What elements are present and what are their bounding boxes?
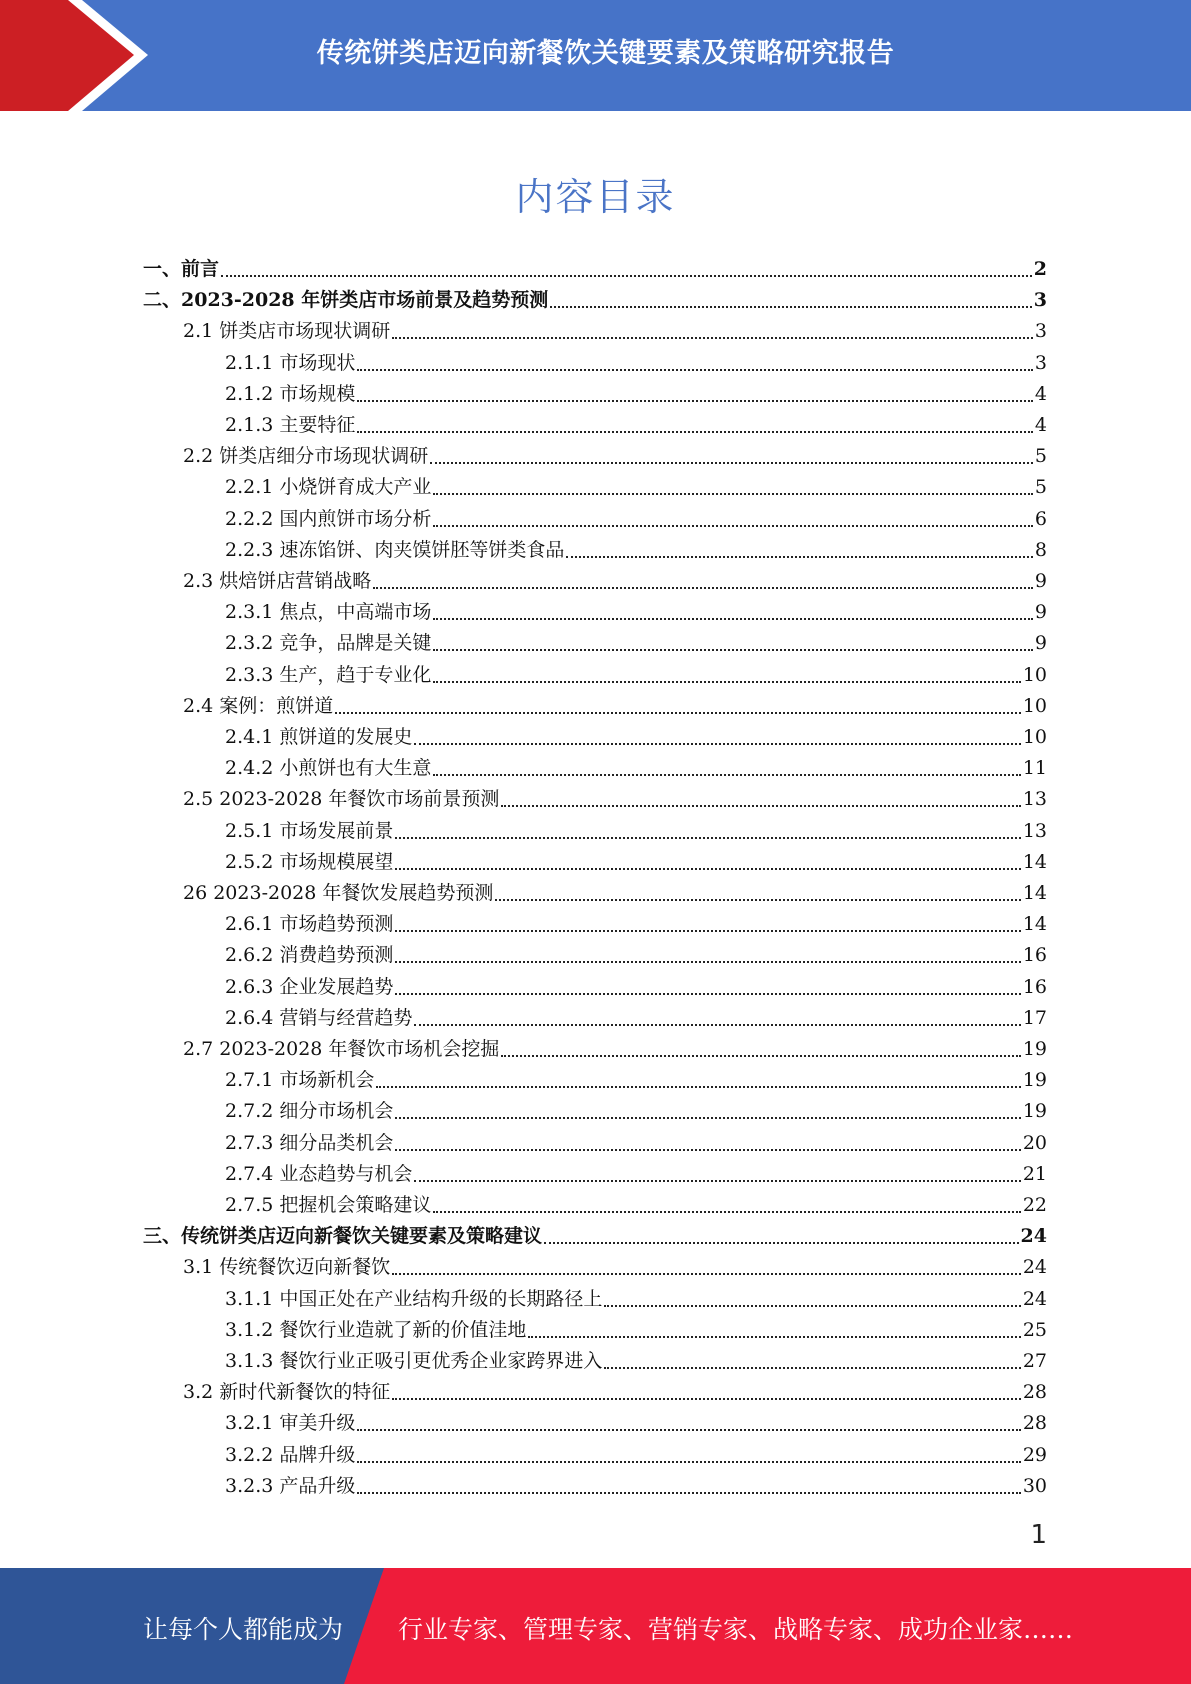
toc-entry-label: 二、2023-2028 年饼类店市场前景及趋势预测 bbox=[143, 289, 549, 312]
toc-entry-page: 2 bbox=[1033, 258, 1047, 280]
toc-dot-leader bbox=[414, 1024, 1020, 1026]
toc-entry-label: 2.3 烘焙饼店营销战略 bbox=[183, 570, 372, 592]
toc-entry-label: 2.7.3 细分品类机会 bbox=[225, 1131, 394, 1154]
toc-entry-page: 10 bbox=[1022, 694, 1047, 717]
toc-dot-leader bbox=[604, 1367, 1020, 1369]
toc-entry[interactable] bbox=[225, 1096, 1047, 1127]
toc-dot-leader bbox=[395, 868, 1020, 870]
toc-entry[interactable] bbox=[225, 535, 1047, 566]
toc-entry-page: 9 bbox=[1034, 601, 1047, 624]
toc-entry-page: 29 bbox=[1022, 1443, 1047, 1466]
toc-entry-label: 2.4.2 小煎饼也有大生意 bbox=[225, 757, 432, 780]
toc-dot-leader bbox=[373, 587, 1033, 589]
toc-entry-label: 2.1.3 主要特征 bbox=[225, 414, 356, 436]
toc-entry[interactable] bbox=[225, 660, 1047, 691]
toc-dot-leader bbox=[357, 1461, 1020, 1463]
toc-entry-label: 2.7 2023-2028 年餐饮市场机会挖掘 bbox=[183, 1038, 500, 1060]
toc-entry[interactable] bbox=[183, 1252, 1047, 1283]
toc-entry-page: 3 bbox=[1034, 320, 1047, 343]
toc-entry[interactable] bbox=[225, 1159, 1047, 1190]
toc-entry-label: 2.6.4 营销与经营趋势 bbox=[225, 1006, 413, 1029]
toc-entry-label: 三、传统饼类店迈向新餐饮关键要素及策略建议 bbox=[143, 1225, 543, 1248]
toc-dot-leader bbox=[414, 1180, 1020, 1182]
toc-entry-label: 2.1.1 市场现状 bbox=[225, 351, 356, 374]
toc-dot-leader bbox=[357, 1492, 1020, 1494]
toc-entry-label: 2.5.2 市场规模展望 bbox=[225, 850, 394, 873]
toc-dot-leader bbox=[495, 899, 1020, 901]
toc-entry[interactable] bbox=[143, 1221, 1047, 1252]
toc-entry-label: 一、前言 bbox=[143, 258, 220, 280]
toc-dot-leader bbox=[392, 1398, 1021, 1400]
toc-entry-page: 28 bbox=[1022, 1381, 1047, 1404]
toc-entry[interactable] bbox=[225, 1065, 1047, 1096]
toc-entry[interactable] bbox=[183, 1377, 1047, 1408]
toc-entry-page: 8 bbox=[1034, 538, 1047, 561]
toc-entry[interactable] bbox=[225, 909, 1047, 940]
report-title: 传统饼类店迈向新餐饮关键要素及策略研究报告 bbox=[316, 38, 895, 69]
toc-dot-leader bbox=[357, 1429, 1020, 1431]
toc-dot-leader bbox=[395, 1149, 1020, 1151]
toc-dot-leader bbox=[395, 961, 1020, 963]
toc-dot-leader bbox=[395, 930, 1020, 932]
toc-dot-leader bbox=[501, 805, 1020, 807]
toc-entry-page: 22 bbox=[1022, 1194, 1047, 1216]
toc-entry-label: 2.3.3 生产，趋于专业化 bbox=[225, 663, 432, 686]
toc-entry[interactable] bbox=[225, 940, 1047, 971]
toc-dot-leader bbox=[433, 618, 1033, 620]
toc-entry[interactable] bbox=[225, 1440, 1047, 1471]
toc-entry[interactable] bbox=[183, 1034, 1047, 1065]
toc-entry-label: 3.2 新时代新餐饮的特征 bbox=[183, 1381, 391, 1404]
toc-dot-leader bbox=[357, 369, 1033, 371]
footer-slogan-left: 让每个人都能成为 bbox=[143, 1615, 344, 1644]
toc-entry-page: 19 bbox=[1022, 1038, 1047, 1060]
toc-dot-leader bbox=[357, 400, 1033, 402]
toc-entry-label: 2.2 饼类店细分市场现状调研 bbox=[183, 445, 429, 468]
toc-entry-page: 4 bbox=[1034, 414, 1047, 436]
toc-entry[interactable] bbox=[183, 316, 1047, 347]
toc-dot-leader bbox=[335, 712, 1021, 714]
toc-entry-page: 27 bbox=[1022, 1350, 1047, 1372]
toc-entry[interactable] bbox=[183, 441, 1047, 472]
toc-entry[interactable] bbox=[225, 410, 1047, 441]
page-number: 1 bbox=[1030, 1520, 1047, 1550]
toc-dot-leader bbox=[414, 743, 1020, 745]
toc-entry-page: 6 bbox=[1034, 507, 1047, 530]
toc-entry-label: 3.1.3 餐饮行业正吸引更优秀企业家跨界进入 bbox=[225, 1350, 603, 1372]
toc-dot-leader bbox=[430, 462, 1033, 464]
toc-entry-label: 2.7.2 细分市场机会 bbox=[225, 1100, 394, 1123]
toc-entry[interactable] bbox=[225, 1003, 1047, 1034]
toc-entry[interactable] bbox=[225, 972, 1047, 1003]
toc-entry-page: 14 bbox=[1022, 882, 1047, 904]
toc-entry[interactable] bbox=[225, 1128, 1047, 1159]
toc-entry-label: 2.1 饼类店市场现状调研 bbox=[183, 320, 391, 343]
toc-dot-leader bbox=[604, 1305, 1020, 1307]
toc-entry[interactable] bbox=[225, 1346, 1047, 1377]
toc-dot-leader bbox=[392, 337, 1033, 339]
toc-entry-label: 2.7.4 业态趋势与机会 bbox=[225, 1162, 413, 1185]
toc-entry-page: 24 bbox=[1022, 1256, 1047, 1279]
toc-entry[interactable] bbox=[225, 753, 1047, 784]
toc-entry-page: 24 bbox=[1022, 1287, 1047, 1310]
toc-dot-leader bbox=[528, 1336, 1020, 1338]
toc-entry[interactable] bbox=[225, 722, 1047, 753]
toc-entry-label: 3.2.2 品牌升级 bbox=[225, 1443, 356, 1466]
page-header bbox=[0, 0, 1191, 111]
toc-entry-label: 2.4.1 煎饼道的发展史 bbox=[225, 726, 413, 748]
toc-entry-label: 2.2.3 速冻馅饼、肉夹馍饼胚等饼类食品 bbox=[225, 538, 565, 561]
toc-entry-page: 3 bbox=[1034, 351, 1047, 374]
toc-entry-label: 2.7.1 市场新机会 bbox=[225, 1069, 375, 1092]
toc-dot-leader bbox=[544, 1242, 1019, 1244]
toc-entry-page: 10 bbox=[1022, 726, 1047, 748]
toc-entry[interactable] bbox=[225, 348, 1047, 379]
toc-dot-leader bbox=[433, 681, 1020, 683]
toc-entry-label: 2.6.3 企业发展趋势 bbox=[225, 975, 394, 998]
toc-dot-leader bbox=[221, 275, 1032, 277]
toc-dot-leader bbox=[392, 1273, 1021, 1275]
toc-entry-page: 3 bbox=[1033, 289, 1047, 312]
toc-entry-label: 2.7.5 把握机会策略建议 bbox=[225, 1194, 432, 1216]
toc-entry[interactable] bbox=[225, 1408, 1047, 1439]
toc-entry[interactable] bbox=[225, 472, 1047, 503]
toc-entry-label: 3.2.1 审美升级 bbox=[225, 1412, 356, 1435]
toc-entry[interactable] bbox=[143, 254, 1047, 285]
toc-entry-label: 2.6.1 市场趋势预测 bbox=[225, 913, 394, 936]
toc-entry[interactable] bbox=[225, 1284, 1047, 1315]
toc-entry-page: 21 bbox=[1022, 1162, 1047, 1185]
toc-entry-label: 3.2.3 产品升级 bbox=[225, 1474, 356, 1497]
toc-entry-page: 28 bbox=[1022, 1412, 1047, 1435]
toc-dot-leader bbox=[395, 837, 1020, 839]
toc-entry[interactable] bbox=[183, 691, 1047, 722]
toc-entry-label: 26 2023-2028 年餐饮发展趋势预测 bbox=[183, 882, 494, 904]
toc-dot-leader bbox=[395, 1117, 1020, 1119]
footer-slogan-right: 行业专家、管理专家、营销专家、战略专家、成功企业家…… bbox=[398, 1615, 1074, 1644]
toc-dot-leader bbox=[501, 1055, 1020, 1057]
toc-entry[interactable] bbox=[183, 878, 1047, 909]
toc-entry-page: 13 bbox=[1022, 819, 1047, 842]
toc-entry-label: 3.1.1 中国正处在产业结构升级的长期路径上 bbox=[225, 1287, 603, 1310]
toc-dot-leader bbox=[395, 993, 1020, 995]
toc-entry-page: 30 bbox=[1022, 1474, 1047, 1497]
toc-entry-page: 19 bbox=[1022, 1100, 1047, 1123]
toc-entry-page: 14 bbox=[1022, 913, 1047, 936]
toc-entry-label: 3.1.2 餐饮行业造就了新的价值洼地 bbox=[225, 1318, 527, 1341]
toc-entry-label: 2.3.2 竞争，品牌是关键 bbox=[225, 632, 432, 655]
toc-entry[interactable] bbox=[225, 816, 1047, 847]
toc-entry-page: 11 bbox=[1022, 757, 1047, 780]
toc-entry-label: 2.5 2023-2028 年餐饮市场前景预测 bbox=[183, 788, 500, 811]
toc-entry[interactable] bbox=[225, 847, 1047, 878]
toc-entry[interactable] bbox=[225, 597, 1047, 628]
toc-dot-leader bbox=[433, 649, 1033, 651]
toc-entry-label: 2.2.2 国内煎饼市场分析 bbox=[225, 507, 432, 530]
toc-entry-label: 2.3.1 焦点，中高端市场 bbox=[225, 601, 432, 624]
toc-entry-page: 16 bbox=[1022, 975, 1047, 998]
toc-entry-page: 4 bbox=[1034, 382, 1047, 405]
toc-entry-page: 10 bbox=[1022, 663, 1047, 686]
toc-entry-page: 16 bbox=[1022, 944, 1047, 967]
toc-entry-page: 25 bbox=[1022, 1318, 1047, 1341]
toc-dot-leader bbox=[433, 774, 1020, 776]
toc-entry-label: 2.6.2 消费趋势预测 bbox=[225, 944, 394, 967]
toc-entry[interactable] bbox=[183, 566, 1047, 597]
toc-entry[interactable] bbox=[225, 1471, 1047, 1502]
toc-entry-page: 24 bbox=[1020, 1225, 1047, 1248]
toc-entry-page: 5 bbox=[1034, 445, 1047, 468]
toc-entry-label: 3.1 传统餐饮迈向新餐饮 bbox=[183, 1256, 391, 1279]
toc-entry-label: 2.5.1 市场发展前景 bbox=[225, 819, 394, 842]
toc-entry-label: 2.4 案例：煎饼道 bbox=[183, 694, 334, 717]
toc-dot-leader bbox=[357, 431, 1033, 433]
toc-entry[interactable] bbox=[225, 379, 1047, 410]
toc-entry-page: 5 bbox=[1034, 476, 1047, 499]
toc-entry[interactable] bbox=[225, 1190, 1047, 1221]
toc-dot-leader bbox=[566, 556, 1033, 558]
toc-dot-leader bbox=[433, 525, 1033, 527]
toc-entry-page: 17 bbox=[1022, 1006, 1047, 1029]
toc-entry-page: 9 bbox=[1034, 632, 1047, 655]
toc-entry[interactable] bbox=[225, 628, 1047, 659]
toc-entry-label: 2.2.1 小烧饼育成大产业 bbox=[225, 476, 432, 499]
toc-dot-leader bbox=[433, 1211, 1020, 1213]
toc-entry[interactable] bbox=[225, 504, 1047, 535]
toc-entry-page: 9 bbox=[1034, 570, 1047, 592]
toc-entry[interactable] bbox=[225, 1315, 1047, 1346]
toc-dot-leader bbox=[550, 306, 1032, 308]
toc-heading: 内容目录 bbox=[515, 175, 676, 219]
toc-entry[interactable] bbox=[183, 784, 1047, 815]
page-footer bbox=[0, 1568, 1191, 1684]
toc-entry-page: 19 bbox=[1022, 1069, 1047, 1092]
toc-dot-leader bbox=[376, 1086, 1020, 1088]
toc-entry-page: 14 bbox=[1022, 850, 1047, 873]
toc-dot-leader bbox=[433, 493, 1033, 495]
toc-entry-label: 2.1.2 市场规模 bbox=[225, 382, 356, 405]
toc-entry-page: 13 bbox=[1022, 788, 1047, 811]
toc-entry[interactable] bbox=[143, 285, 1047, 316]
toc-entry-page: 20 bbox=[1022, 1131, 1047, 1154]
